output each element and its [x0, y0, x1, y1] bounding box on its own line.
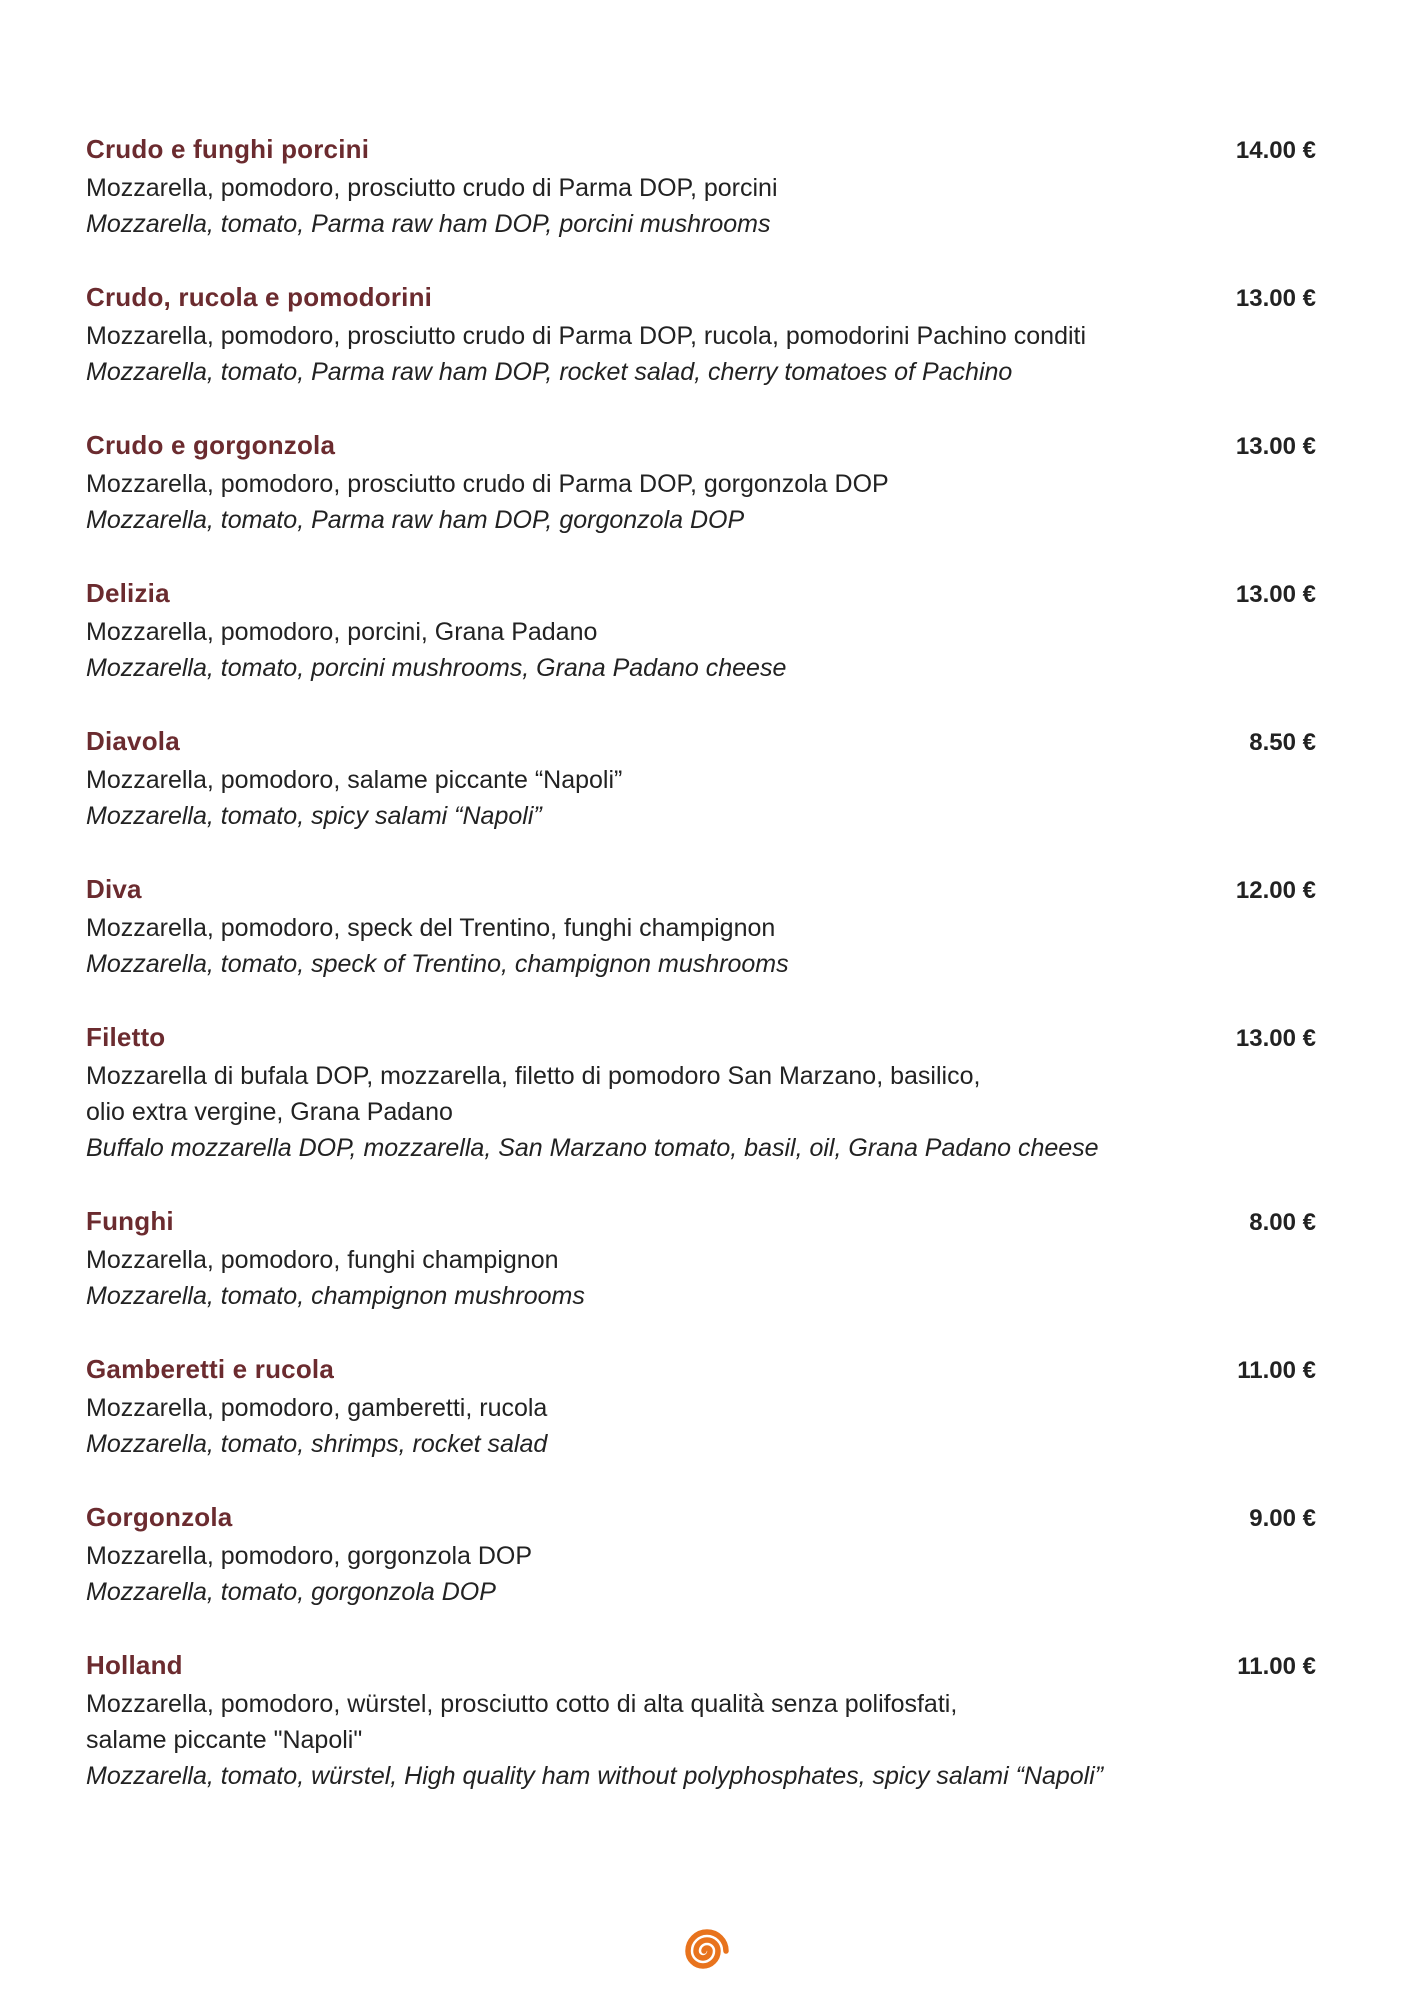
italian-description: Mozzarella, pomodoro, prosciutto crudo di Parma DOP, porcini — [86, 174, 778, 202]
italian-description: Mozzarella, pomodoro, gamberetti, rucola — [86, 1394, 548, 1422]
item-name: Crudo, rucola e pomodorini — [86, 282, 433, 312]
menu-item-holland — [86, 1646, 1336, 1794]
item-price: 12.00 € — [1235, 877, 1316, 904]
italian-description-line-2: salame piccante "Napoli" — [86, 1726, 363, 1754]
menu-item-diavola — [86, 722, 1336, 834]
menu-item-filetto — [86, 1018, 1336, 1166]
italian-description: Mozzarella, pomodoro, speck del Trentino, funghi champignon — [86, 914, 776, 942]
english-description: Mozzarella, tomato, shrimps, rocket salad — [86, 1430, 548, 1458]
item-price: 8.00 € — [1249, 1209, 1316, 1236]
menu-item-delizia — [86, 574, 1336, 686]
english-description: Mozzarella, tomato, würstel, High quality ham without polyphosphates, spicy salami “Napoli” — [86, 1762, 1104, 1790]
english-description: Mozzarella, tomato, Parma raw ham DOP, rocket salad, cherry tomatoes of Pachino — [86, 358, 1013, 386]
swirl-icon — [681, 1925, 733, 1977]
item-price: 11.00 € — [1237, 1653, 1316, 1680]
italian-description: Mozzarella, pomodoro, gorgonzola DOP — [86, 1542, 533, 1570]
item-price: 8.50 € — [1249, 729, 1316, 756]
item-name: Crudo e funghi porcini — [86, 134, 370, 164]
item-name: Holland — [86, 1650, 183, 1680]
menu-item-crudo-e-gorgonzola — [86, 426, 1336, 538]
item-name: Diva — [86, 874, 142, 904]
english-description: Mozzarella, tomato, Parma raw ham DOP, porcini mushrooms — [86, 210, 771, 238]
item-name: Diavola — [86, 726, 180, 756]
english-description: Mozzarella, tomato, speck of Trentino, champignon mushrooms — [86, 950, 789, 978]
menu-item-gorgonzola — [86, 1498, 1336, 1610]
menu-item-crudo-e-funghi-porcini — [86, 130, 1336, 242]
italian-description: Mozzarella, pomodoro, prosciutto crudo di Parma DOP, gorgonzola DOP — [86, 470, 889, 498]
italian-description-line-1: Mozzarella di bufala DOP, mozzarella, filetto di pomodoro San Marzano, basilico, — [86, 1062, 981, 1090]
italian-description-line-2: olio extra vergine, Grana Padano — [86, 1098, 453, 1126]
italian-description: Mozzarella, pomodoro, funghi champignon — [86, 1246, 559, 1274]
english-description: Mozzarella, tomato, gorgonzola DOP — [86, 1578, 496, 1606]
italian-description: Mozzarella, pomodoro, prosciutto crudo di Parma DOP, rucola, pomodorini Pachino conditi — [86, 322, 1087, 350]
item-price: 14.00 € — [1235, 137, 1316, 164]
menu-item-diva — [86, 870, 1336, 982]
italian-description: Mozzarella, pomodoro, porcini, Grana Padano — [86, 618, 598, 646]
item-price: 9.00 € — [1249, 1505, 1316, 1532]
menu-item-gamberetti-e-rucola — [86, 1350, 1336, 1462]
menu-item-funghi — [86, 1202, 1336, 1314]
item-price: 13.00 € — [1235, 1025, 1316, 1052]
swirl-logo-graphic — [681, 1925, 733, 1977]
english-description: Mozzarella, tomato, Parma raw ham DOP, gorgonzola DOP — [86, 506, 745, 534]
item-name: Crudo e gorgonzola — [86, 430, 336, 460]
item-name: Delizia — [86, 578, 170, 608]
item-price: 13.00 € — [1235, 433, 1316, 460]
italian-description: Mozzarella, pomodoro, salame piccante “Napoli” — [86, 766, 623, 794]
item-name: Gamberetti e rucola — [86, 1354, 334, 1384]
english-description: Buffalo mozzarella DOP, mozzarella, San Marzano tomato, basil, oil, Grana Padano cheese — [86, 1134, 1099, 1162]
english-description: Mozzarella, tomato, porcini mushrooms, Grana Padano cheese — [86, 654, 787, 682]
item-name: Filetto — [86, 1022, 166, 1052]
pizza-menu-list — [86, 130, 1336, 1830]
menu-item-crudo-rucola-e-pomodorini — [86, 278, 1336, 390]
italian-description-line-1: Mozzarella, pomodoro, würstel, prosciutto cotto di alta qualità senza polifosfati, — [86, 1690, 958, 1718]
english-description: Mozzarella, tomato, champignon mushrooms — [86, 1282, 585, 1310]
item-price: 11.00 € — [1237, 1357, 1316, 1384]
item-name: Gorgonzola — [86, 1502, 233, 1532]
item-name: Funghi — [86, 1206, 174, 1236]
item-price: 13.00 € — [1235, 581, 1316, 608]
item-price: 13.00 € — [1235, 285, 1316, 312]
english-description: Mozzarella, tomato, spicy salami “Napoli” — [86, 802, 542, 830]
